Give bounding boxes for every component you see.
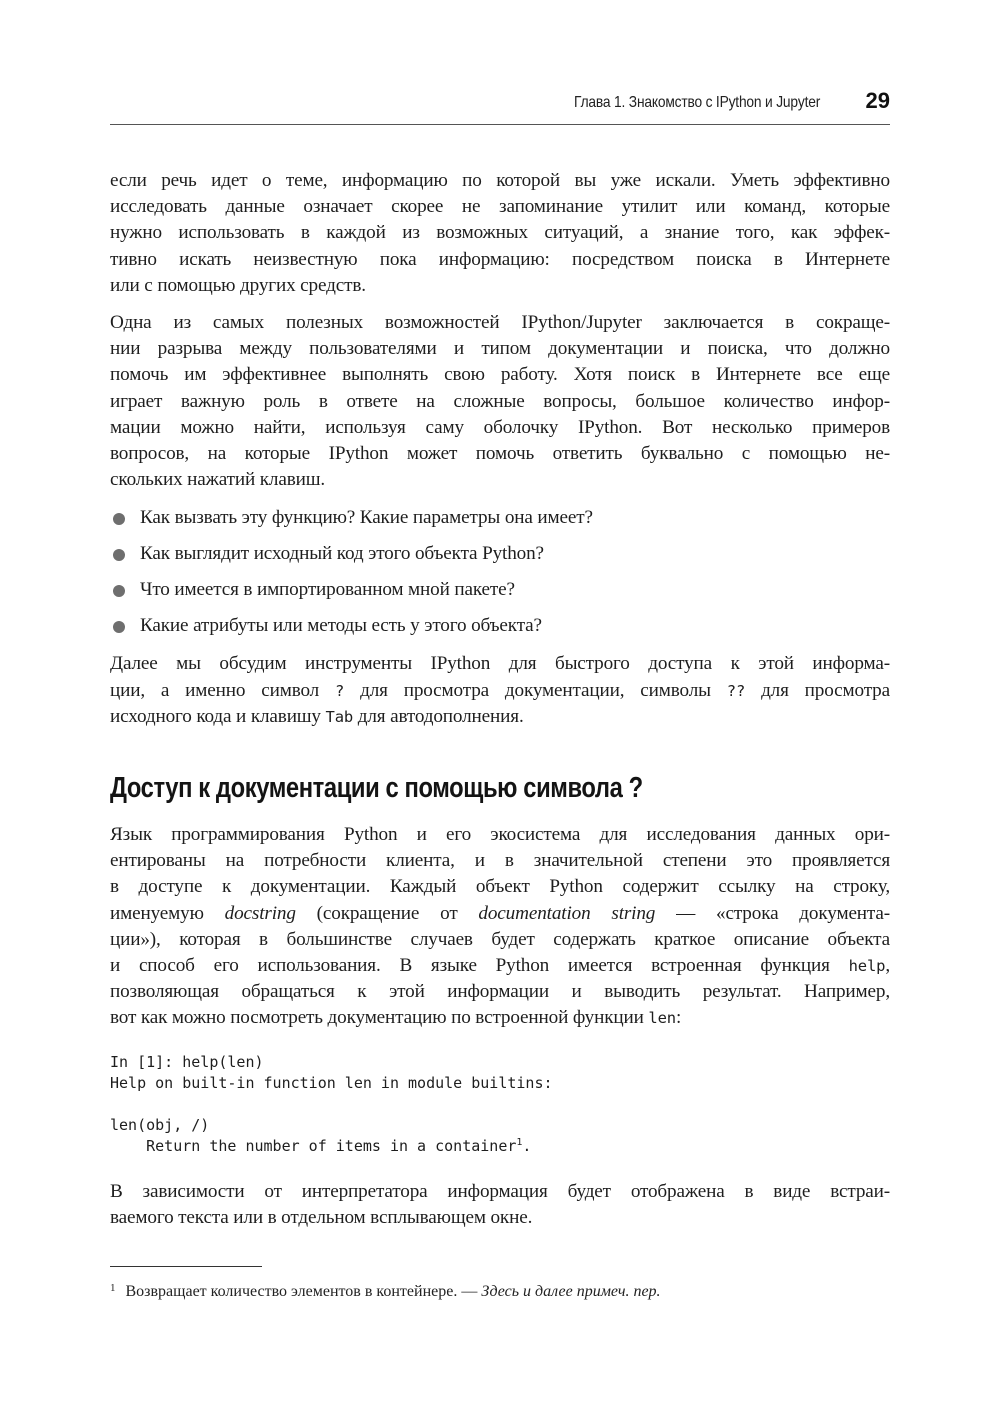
footnote-translator-note: Здесь и далее примеч. пер.: [481, 1283, 661, 1300]
chapter-title: Глава 1. Знакомство с IPython и Jupyter: [573, 94, 820, 111]
text-line: играет важную роль в ответе на сложные вопросы, большое количество инфор-: [110, 390, 890, 412]
footnote-ref[interactable]: 1: [516, 1136, 523, 1148]
page-content: [110, 168, 890, 1231]
code-line: Return the number of items in a container$^1$.: [110, 1136, 532, 1155]
inline-code: help: [848, 957, 886, 976]
text-line: ции, а именно символ ? для просмотра документации, символы ?? для просмотра: [110, 679, 890, 701]
question-list: [110, 505, 890, 649]
text-line: ентированы на потребности клиента, и в значительной степени это проявляется: [110, 850, 890, 872]
text-line: нужно использовать в каждой из возможных ситуаций, а знание того, как эффек-: [110, 222, 890, 244]
list-item: Как вызвать эту функцию? Какие параметры она имеет?: [110, 505, 890, 541]
text-line: именуемую docstring (сокращение от documentation string — «строка документа-: [110, 902, 891, 924]
text-line: позволяющая обращаться к этой информации и выводить результат. Например,: [110, 981, 890, 1003]
bullet-icon: [113, 513, 125, 525]
text-line: Одна из самых полезных возможностей IPython/Jupyter заключается в сокраще-: [110, 312, 890, 334]
text-line: мации можно найти, используя саму оболочку IPython. Вот несколько примеров: [110, 416, 890, 438]
footnote: [110, 1277, 890, 1303]
footnote-divider: [110, 1266, 262, 1267]
text-line: ции»), которая в большинстве случаев будет содержать краткое описание объекта: [110, 928, 890, 950]
paragraph-ipython-features: [110, 310, 890, 493]
text-line: помочь им эффективнее выполнять свою работу. Хотя поиск в Интернете все еще: [110, 364, 890, 386]
list-item: Как выглядит исходный код этого объекта Python?: [110, 541, 890, 577]
code-line: Help on built-in function len in module builtins:: [110, 1073, 553, 1092]
inline-code: ??: [726, 681, 746, 700]
inline-code: Tab: [325, 707, 354, 726]
text-line: ваемого текста или в отдельном всплывающем окне.: [110, 1206, 533, 1228]
list-item: Какие атрибуты или методы есть у этого объекта?: [110, 613, 890, 649]
text-line: исходного кода и клавишу Tab для автодополнения.: [110, 705, 524, 727]
page-number: 29: [865, 88, 890, 113]
inline-code: ?: [335, 681, 345, 700]
paragraph-interpreter: [110, 1179, 890, 1231]
section-heading: Доступ к документации с помощью символа ?: [110, 772, 643, 805]
inline-code: len: [648, 1009, 676, 1028]
text-line: исследовать данные означает скорее не запоминание утилит или команд, которые: [110, 196, 890, 218]
footnote-text: Возвращает количество элементов в контейнере. —: [125, 1283, 482, 1300]
code-line: In [1]: help(len): [110, 1052, 264, 1071]
bullet-icon: [113, 621, 125, 633]
text-line: если речь идет о теме, информацию по которой вы уже искали. Уметь эффективно: [110, 170, 890, 191]
list-item: Что имеется в импортированном мной пакете?: [110, 577, 890, 613]
paragraph-intro: [110, 168, 890, 299]
code-block: [110, 1052, 890, 1157]
text-line: или с помощью других средств.: [110, 274, 366, 296]
bullet-icon: [113, 549, 125, 561]
paragraph-tools: [110, 651, 890, 730]
text-line: вот как можно посмотреть документацию по встроенной функции len:: [110, 1007, 682, 1029]
text-line: В зависимости от интерпретатора информация будет отображена в виде встраи-: [110, 1180, 890, 1202]
bullet-icon: [113, 585, 125, 597]
text-line: Язык программирования Python и его экосистема для исследования данных ори-: [110, 824, 890, 846]
footnote-mark: 1: [110, 1282, 116, 1294]
code-line: len(obj, /): [110, 1115, 210, 1134]
text-line: вопросов, на которые IPython может помочь ответить буквально с помощью не-: [110, 443, 890, 465]
text-line: Далее мы обсудим инструменты IPython для быстрого доступа к этой информа-: [110, 653, 890, 675]
text-line: скольких нажатий клавиш.: [110, 469, 326, 491]
running-header: [110, 88, 890, 125]
text-line: тивно искать неизвестную пока информацию: посредством поиска в Интернете: [110, 248, 890, 270]
text-line: в доступе к документации. Каждый объект Python содержит ссылку на строку,: [110, 876, 890, 898]
text-line: нии разрыва между пользователями и типом документации и поиска, что должно: [110, 338, 890, 360]
paragraph-docstring: [110, 822, 890, 1032]
text-line: и способ его использования. В языке Python имеется встроенная функция help,: [110, 955, 890, 977]
